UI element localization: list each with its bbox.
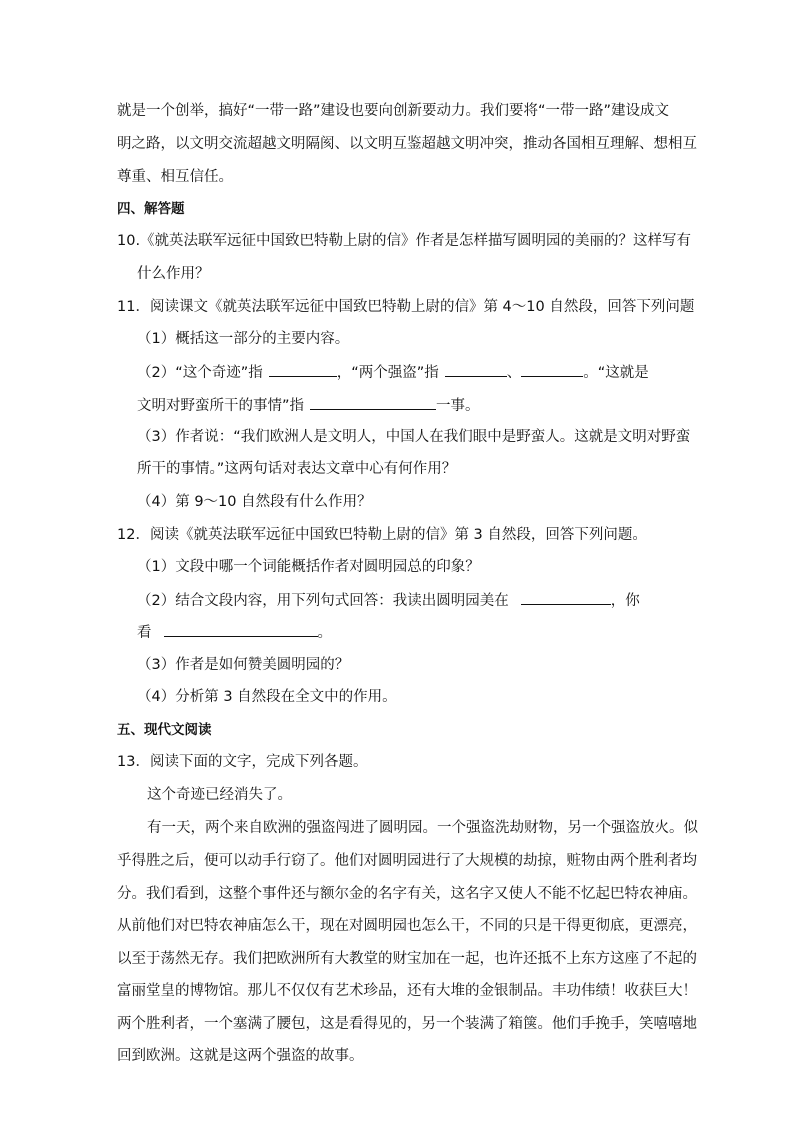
- passage-line: 回到欧洲。这就是这两个强盗的故事。: [117, 1048, 364, 1064]
- q11-s2-text-e: 文明对野蛮所干的事情”指: [137, 398, 305, 414]
- answer-blank-event[interactable]: [310, 395, 436, 410]
- question-13-stem: 13．阅读下面的文字，完成下列各题。: [117, 754, 368, 770]
- question-11-sub-3-cont: 所干的事情。”这两句话对表达文章中心有何作用？: [137, 461, 457, 477]
- q11-s2-text-b: ，“两个强盗”指: [336, 365, 439, 381]
- passage-line: 两个胜利者，一个塞满了腰包，这是看得见的，另一个装满了箱箧。他们手挽手，笑嘻嘻地: [117, 1016, 697, 1032]
- passage-first-line: 这个奇迹已经消失了。: [147, 787, 292, 803]
- section-5-heading: 五、现代文阅读: [117, 722, 212, 738]
- q11-s2-text-c: 、: [506, 365, 522, 381]
- section-4-heading: 四、解答题: [117, 201, 185, 217]
- answer-blank-robber-2[interactable]: [521, 362, 583, 377]
- question-11-sub-2-cont: [137, 395, 480, 416]
- answer-blank-beauty[interactable]: [521, 590, 611, 605]
- question-11-sub-3: （3）作者说：“我们欧洲人是文明人，中国人在我们眼中是野蛮人。这就是文明对野蛮: [137, 429, 691, 445]
- question-11-sub-4: （4）第 9～10 自然段有什么作用？: [137, 494, 372, 510]
- question-12-sub-1: （1）文段中哪一个词能概括作者对圆明园总的印象？: [137, 559, 480, 575]
- answer-blank-robber-1[interactable]: [445, 362, 507, 377]
- intro-line-2: 明之路，以文明交流超越文明隔阂、以文明互鉴超越文明冲突，推动各国相互理解、想相互: [117, 136, 697, 152]
- question-12-stem: 12．阅读《就英法联军远征中国致巴特勒上尉的信》第 3 自然段，回答下列问题。: [117, 527, 647, 543]
- q11-s2-text-d: 。“这就是: [583, 365, 649, 381]
- question-11-sub-1: （1）概括这一部分的主要内容。: [137, 331, 350, 347]
- q12-s2-text-b: ，你: [610, 593, 640, 609]
- passage-line: 以至于荡然无存。我们把欧洲所有大教堂的财宝加在一起，也许还抵不上东方这座了不起的: [117, 951, 697, 967]
- question-12-sub-2-cont: [137, 622, 332, 643]
- question-12-sub-2: [137, 590, 640, 611]
- passage-line: 有一天，两个来自欧洲的强盗闯进了圆明园。一个强盗洗劫财物，另一个强盗放火。似: [147, 820, 698, 836]
- question-11-stem: 11．阅读课文《就英法联军远征中国致巴特勒上尉的信》第 4～10 自然段，回答下列问题: [117, 299, 695, 315]
- q11-s2-text-a: （2）“这个奇迹”指: [137, 365, 263, 381]
- passage-line: 乎得胜之后，便可以动手行窃了。他们对圆明园进行了大规模的劫掠，赃物由两个胜利者均: [117, 853, 697, 869]
- question-12-sub-3: （3）作者是如何赞美圆明园的？: [137, 657, 350, 673]
- question-10-line-1: 10.《就英法联军远征中国致巴特勒上尉的信》作者是怎样描写圆明园的美丽的？这样写有: [117, 233, 692, 249]
- question-12-sub-4: （4）分析第 3 自然段在全文中的作用。: [137, 689, 397, 705]
- passage-line: 从前他们对巴特农神庙怎么干，现在对圆明园也怎么干，不同的只是干得更彻底，更漂亮，: [117, 918, 697, 934]
- q12-s2-text-d: 。: [317, 625, 332, 641]
- passage-line: 富丽堂皇的博物馆。那儿不仅仅有艺术珍品，还有大堆的金银制品。丰功伟绩！收获巨大！: [117, 983, 697, 999]
- intro-line-3: 尊重、相互信任。: [117, 169, 233, 185]
- passage-line: 分。我们看到，这整个事件还与额尔金的名字有关，这名字又使人不能不忆起巴特农神庙。: [117, 886, 697, 902]
- q12-s2-text-a: （2）结合文段内容，用下列句式回答：我读出圆明园美在: [137, 593, 509, 609]
- question-11-sub-2: [137, 362, 649, 383]
- question-10-line-2: 什么作用？: [137, 266, 210, 282]
- answer-blank-miracle[interactable]: [269, 362, 337, 377]
- q12-s2-text-c: 看: [137, 625, 152, 641]
- answer-blank-reason[interactable]: [164, 622, 318, 637]
- q11-s2-text-f: 一事。: [436, 398, 480, 414]
- intro-line-1: 就是一个创举，搞好“一带一路”建设也要向创新要动力。我们要将“一带一路”建设成文: [117, 103, 670, 119]
